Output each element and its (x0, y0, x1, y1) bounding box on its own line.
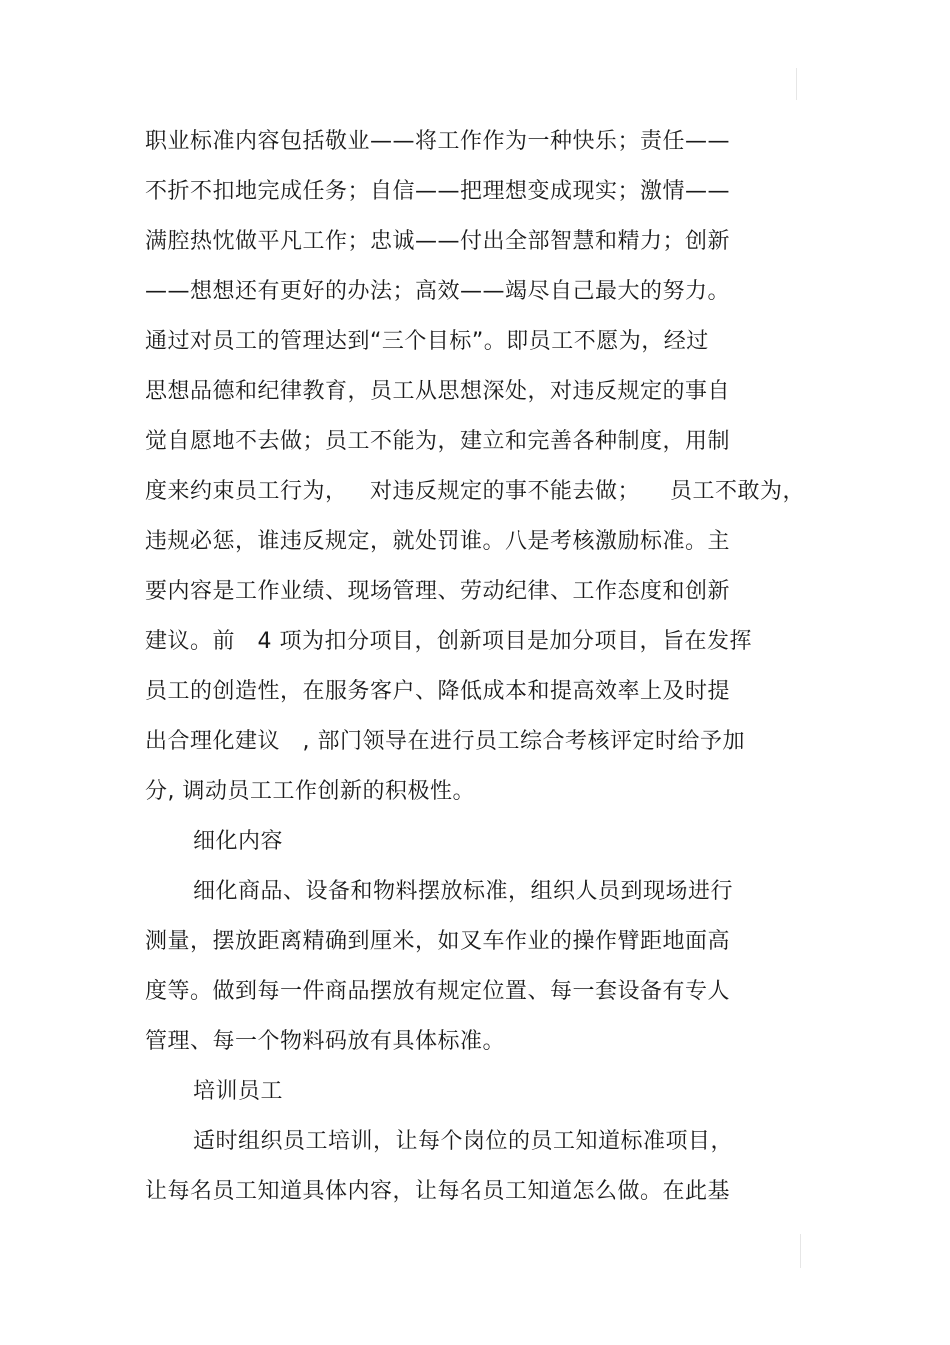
body-text-line: 适时组织员工培训，让每个岗位的员工知道标准项目， (193, 1129, 734, 1154)
body-text-line: 出合理化建议 , 部门领导在进行员工综合考核评定时给予加 (145, 729, 745, 754)
body-text-line: 度来约束员工行为， 对违反规定的事不能去做； 员工不敢为， (145, 479, 805, 504)
body-text-line: 分, 调动员工工作创新的积极性。 (145, 779, 475, 804)
body-text-line: 职业标准内容包括敬业——将工作作为一种快乐；责任—— (145, 129, 731, 154)
body-text-line: 管理、每一个物料码放有具体标准。 (145, 1029, 506, 1054)
body-text-line: 要内容是工作业绩、现场管理、劳动纪律、工作态度和创新 (145, 579, 731, 604)
section-heading-refine: 细化内容 (193, 829, 284, 854)
body-text-line: 思想品德和纪律教育，员工从思想深处，对违反规定的事自 (145, 379, 731, 404)
body-text-line: ——想想还有更好的办法；高效——竭尽自己最大的努力。 (145, 279, 731, 304)
body-text-line: 测量，摆放距离精确到厘米，如叉车作业的操作臂距地面高 (145, 929, 731, 954)
page-edge-mark-bottom (800, 1234, 801, 1268)
body-text-line: 让每名员工知道具体内容，让每名员工知道怎么做。在此基 (145, 1179, 731, 1204)
body-text-line: 建议。前 4 项为扣分项目，创新项目是加分项目，旨在发挥 (145, 629, 752, 654)
body-text-line: 觉自愿地不去做；员工不能为，建立和完善各种制度，用制 (145, 429, 731, 454)
page-edge-mark-top (796, 68, 797, 100)
body-text-line: 度等。做到每一件商品摆放有规定位置、每一套设备有专人 (145, 979, 731, 1004)
body-text-line: 细化商品、设备和物料摆放标准，组织人员到现场进行 (193, 879, 734, 904)
body-text-line: 员工的创造性，在服务客户、降低成本和提高效率上及时提 (145, 679, 731, 704)
body-text-line: 满腔热忱做平凡工作；忠诚——付出全部智慧和精力；创新 (145, 229, 731, 254)
body-text-line: 不折不扣地完成任务；自信——把理想变成现实；激情—— (145, 179, 731, 204)
body-text-line: 通过对员工的管理达到“三个目标”。即员工不愿为，经过 (145, 329, 709, 354)
section-heading-training: 培训员工 (193, 1079, 284, 1104)
body-text-line: 违规必惩，谁违反规定，就处罚谁。八是考核激励标准。主 (145, 529, 731, 554)
